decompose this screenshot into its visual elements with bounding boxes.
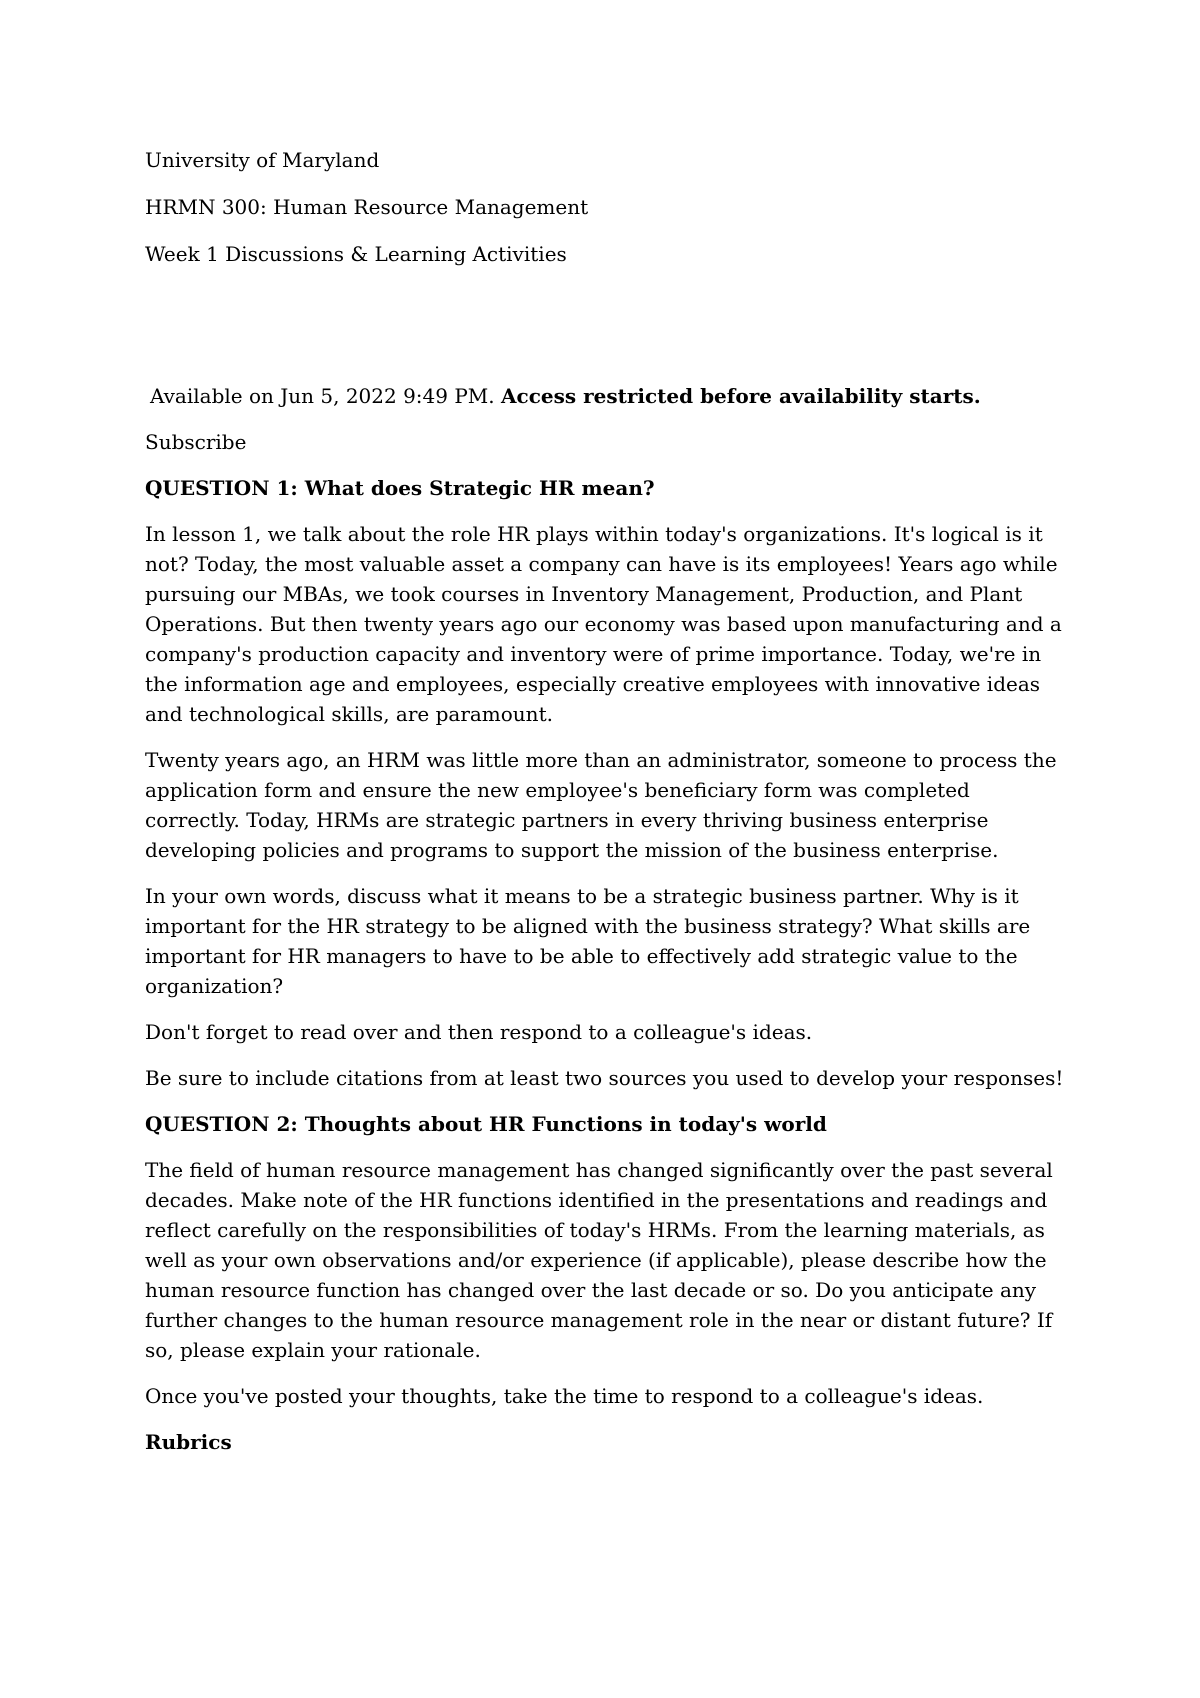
question-1-paragraph: Be sure to include citations from at least two sources you used to develop your responses! <box>145 1066 1064 1090</box>
course-title: HRMN 300: Human Resource Management <box>145 195 589 219</box>
document-content <box>145 145 1065 1473</box>
question-2-heading: QUESTION 2: Thoughts about HR Functions in today's world <box>145 1112 827 1136</box>
question-1-paragraph: Don't forget to read over and then respond to a colleague's ideas. <box>145 1020 813 1044</box>
document-header <box>145 145 1065 269</box>
subscribe-link[interactable]: Subscribe <box>145 430 247 454</box>
availability-restriction: Access restricted before availability starts. <box>501 384 981 408</box>
question-1-paragraph: Twenty years ago, an HRM was little more than an administrator, someone to process the application form and ensure the new employee's beneficiary form was completed correctly. Today, HRMs are strategic partners in every thriving business enterprise developing policies and programs to support the mission of the business enterprise. <box>145 748 1057 862</box>
week-title: Week 1 Discussions & Learning Activities <box>145 242 567 266</box>
rubrics-heading: Rubrics <box>145 1430 232 1454</box>
question-2-paragraph: Once you've posted your thoughts, take the time to respond to a colleague's ideas. <box>145 1384 984 1408</box>
availability-date: Available on Jun 5, 2022 9:49 PM. <box>150 384 495 408</box>
question-2-paragraph: The field of human resource management has changed significantly over the past several decades. Make note of the HR functions identified in the presentations and readings and reflect carefully on the responsibilities of today's HRMs. From the learning materials, as well as your own observations and/or experience (if applicable), please describe how the human resource function has changed over the last decade or so. Do you anticipate any further changes to the human resource management role in the near or distant future? If so, please explain your rationale. <box>145 1158 1053 1362</box>
question-1-paragraph: In your own words, discuss what it means to be a strategic business partner. Why is it important for the HR strategy to be aligned with the business strategy? What skills are important for HR managers to have to be able to effectively add strategic value to the organization? <box>145 884 1031 998</box>
university-name: University of Maryland <box>145 148 380 172</box>
question-1-paragraph: In lesson 1, we talk about the role HR plays within today's organizations. It's logical is it not? Today, the most valuable asset a company can have is its employees! Years ago while pursuing our MBAs, we took courses in Inventory Management, Production, and Plant Operations. But then twenty years ago our economy was based upon manufacturing and a company's production capacity and inventory were of prime importance. Today, we're in the information age and employees, especially creative employees with innovative ideas and technological skills, are paramount. <box>145 522 1062 726</box>
question-1-heading: QUESTION 1: What does Strategic HR mean? <box>145 476 655 500</box>
availability-notice <box>145 381 1065 411</box>
